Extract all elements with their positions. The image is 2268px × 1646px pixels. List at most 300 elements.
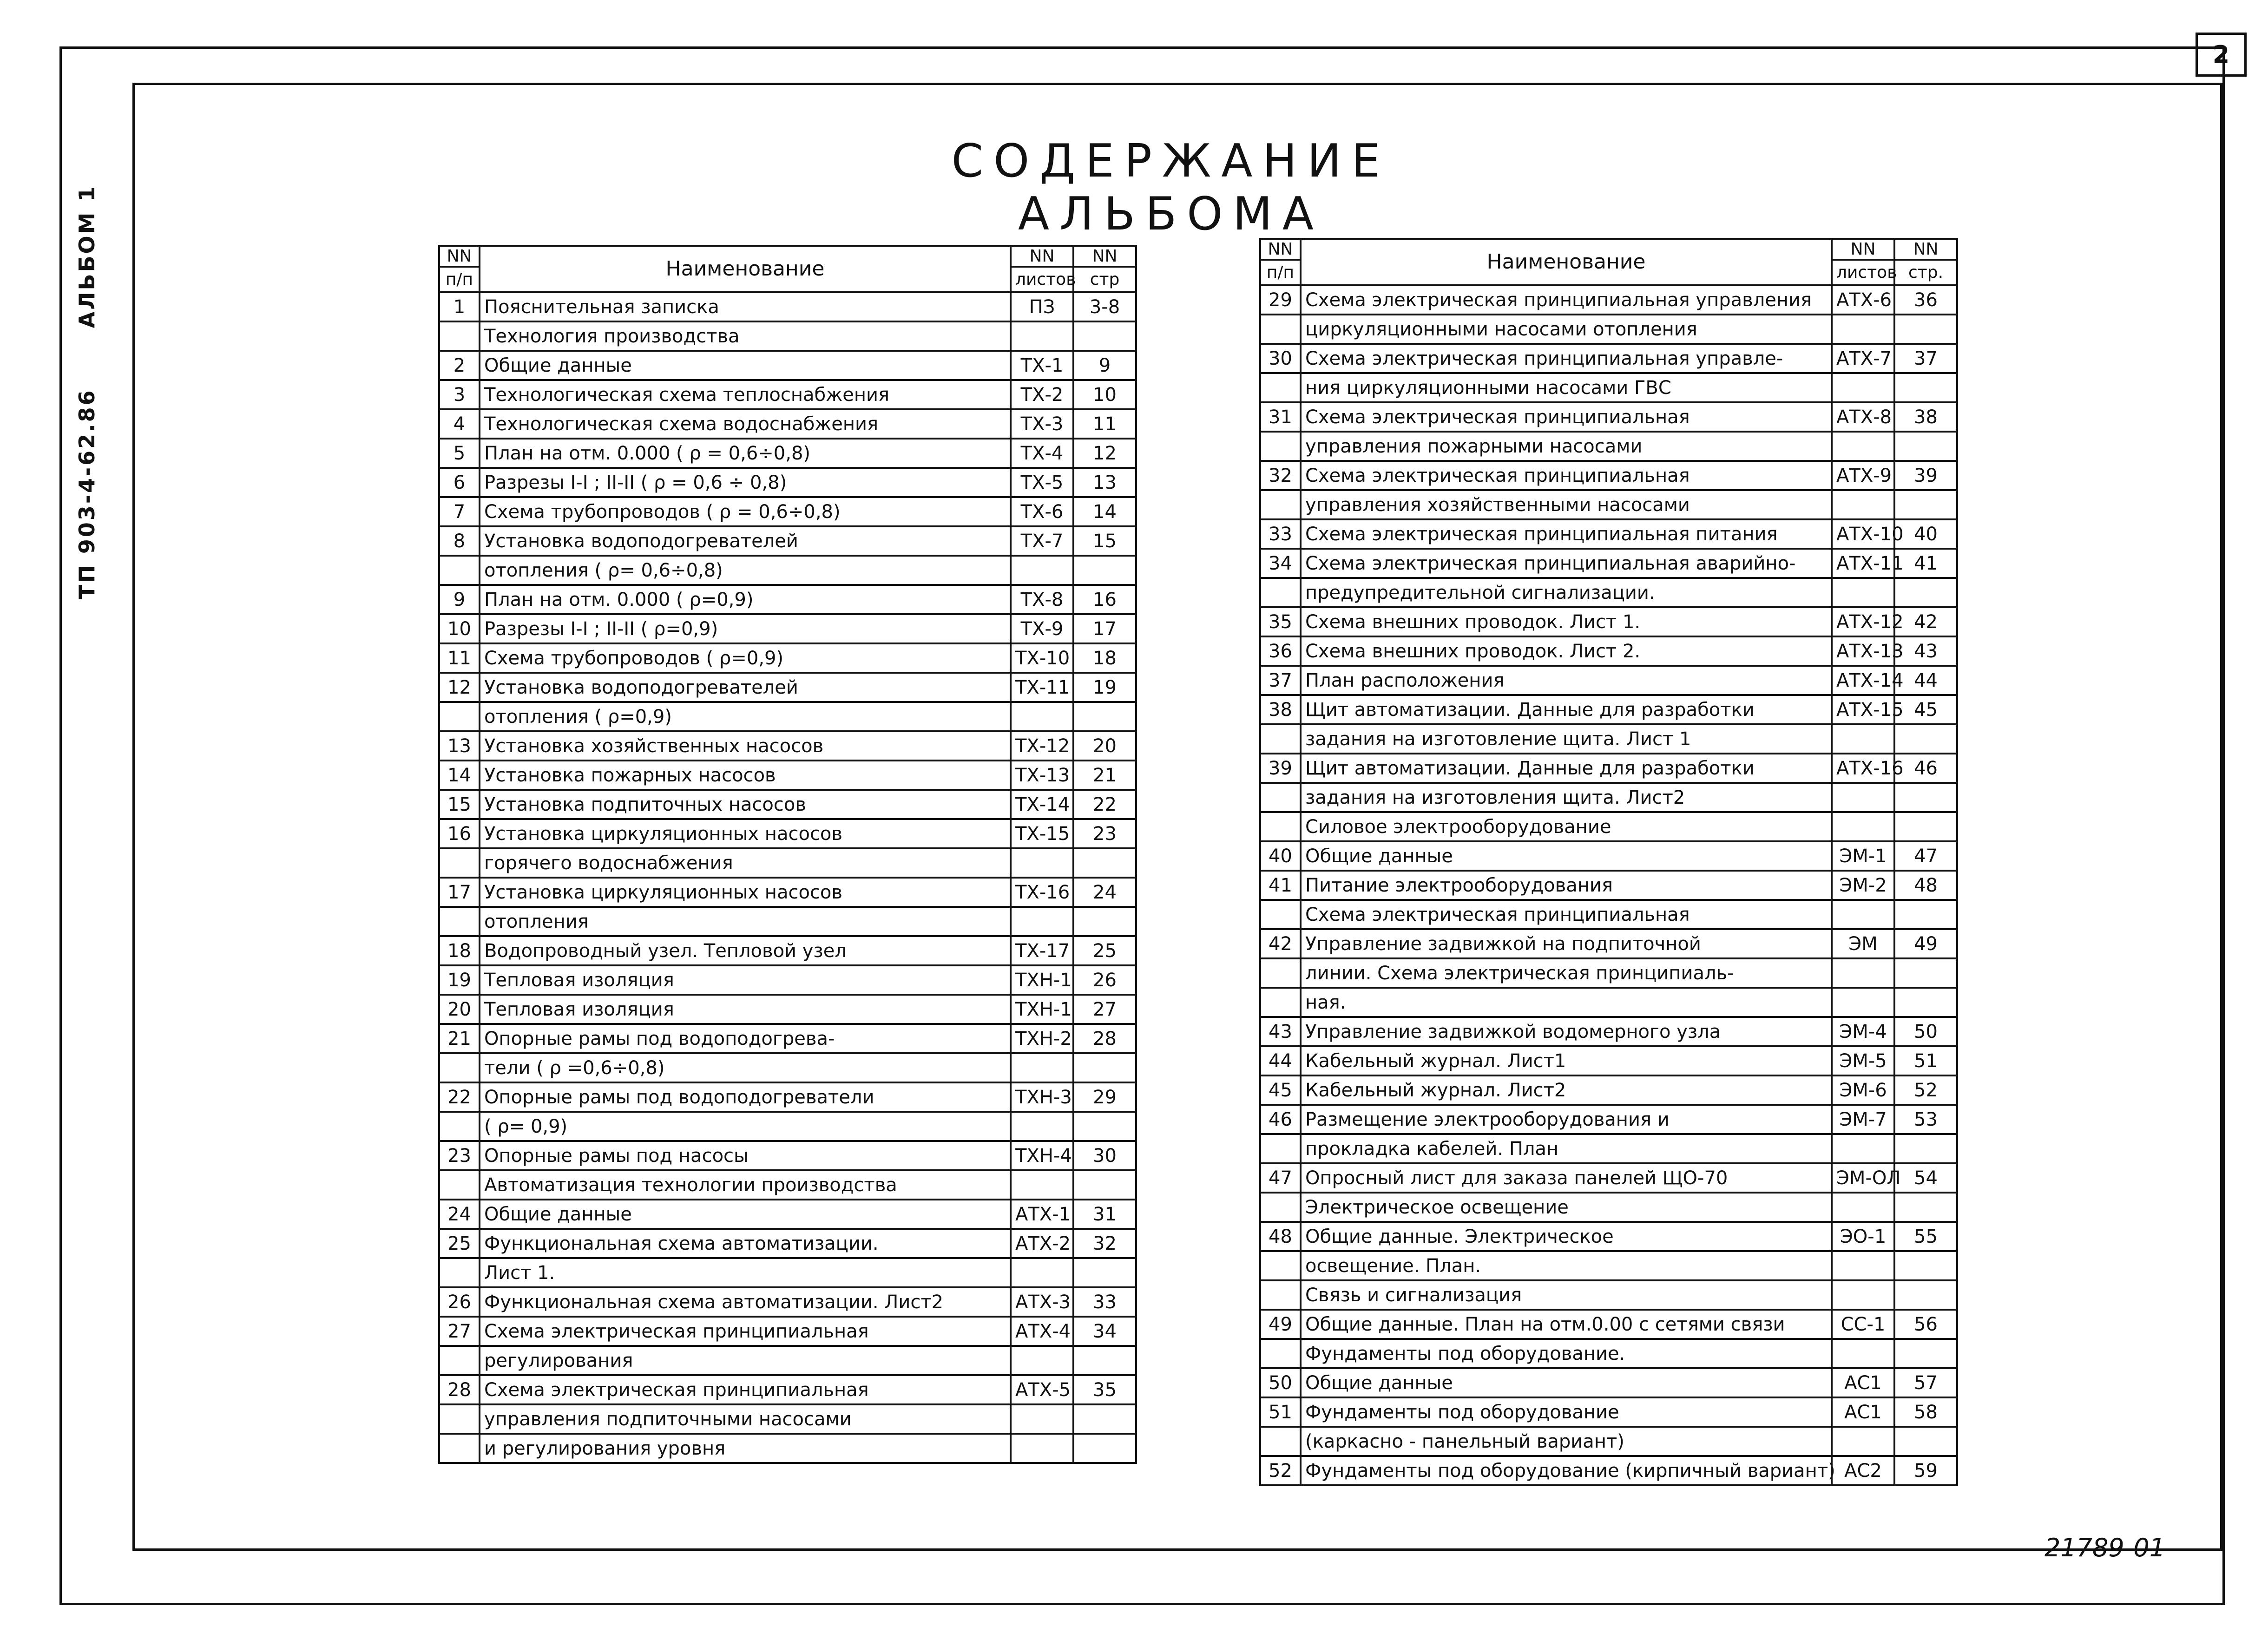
- row-number: [1260, 432, 1301, 461]
- row-number: 1: [439, 292, 480, 321]
- row-sheet-code: [1011, 1404, 1073, 1434]
- row-sheet-code: [1832, 988, 1894, 1017]
- table-row: [1260, 285, 1957, 315]
- row-number: 39: [1260, 754, 1301, 783]
- row-number: [439, 907, 480, 936]
- table-row: [1260, 871, 1957, 900]
- row-title: Функциональная схема автоматизации. Лист2: [480, 1287, 1011, 1317]
- row-page: 47: [1894, 841, 1957, 871]
- row-number: [1260, 1427, 1301, 1456]
- row-page: 14: [1073, 497, 1136, 526]
- row-page: [1073, 1053, 1136, 1082]
- row-sheet-code: ЭМ-2: [1832, 871, 1894, 900]
- row-number: 7: [439, 497, 480, 526]
- row-page: 16: [1073, 585, 1136, 614]
- table-row: [439, 526, 1136, 556]
- row-sheet-code: ЭМ: [1832, 929, 1894, 958]
- row-sheet-code: ЭМ-4: [1832, 1017, 1894, 1046]
- row-number: [439, 321, 480, 351]
- row-title: Установка водоподогревателей: [480, 526, 1011, 556]
- header-pages-sub: стр: [1073, 267, 1136, 292]
- row-page: 11: [1073, 409, 1136, 439]
- row-title: Фундаменты под оборудование.: [1301, 1339, 1832, 1368]
- row-page: 12: [1073, 439, 1136, 468]
- row-number: 50: [1260, 1368, 1301, 1397]
- row-sheet-code: ЭО-1: [1832, 1222, 1894, 1251]
- row-sheet-code: [1011, 1346, 1073, 1375]
- row-sheet-code: [1832, 1339, 1894, 1368]
- row-number: 33: [1260, 519, 1301, 549]
- row-title: Управление задвижкой водомерного узла: [1301, 1017, 1832, 1046]
- row-title: Фундаменты под оборудование: [1301, 1397, 1832, 1427]
- row-number: 51: [1260, 1397, 1301, 1427]
- row-page: 53: [1894, 1105, 1957, 1134]
- table-row: [1260, 783, 1957, 812]
- table-row: [439, 439, 1136, 468]
- table-row: [439, 643, 1136, 673]
- table-row: [1260, 724, 1957, 754]
- table-row: [1260, 1368, 1957, 1397]
- row-sheet-code: ЭМ-1: [1832, 841, 1894, 871]
- row-number: [439, 1346, 480, 1375]
- row-number: 23: [439, 1141, 480, 1170]
- header-pages-sub: стр.: [1894, 260, 1957, 285]
- row-title: Водопроводный узел. Тепловой узел: [480, 936, 1011, 965]
- header-pages: NN: [1894, 239, 1957, 260]
- row-sheet-code: АТХ-2: [1011, 1229, 1073, 1258]
- row-sheet-code: [1011, 848, 1073, 878]
- table-row: [1260, 1251, 1957, 1280]
- row-title: тели ( ρ =0,6÷0,8): [480, 1053, 1011, 1082]
- row-page: 13: [1073, 468, 1136, 497]
- row-title: Технология производства: [480, 321, 1011, 351]
- table-row: [1260, 1427, 1957, 1456]
- row-number: 32: [1260, 461, 1301, 490]
- row-title: Тепловая изоляция: [480, 965, 1011, 995]
- row-number: 30: [1260, 344, 1301, 373]
- row-sheet-code: ТХ-3: [1011, 409, 1073, 439]
- row-number: 26: [439, 1287, 480, 1317]
- row-title: Разрезы I-I ; II-II ( ρ = 0,6 ÷ 0,8): [480, 468, 1011, 497]
- table-row: [439, 321, 1136, 351]
- table-row: [1260, 1397, 1957, 1427]
- row-number: 28: [439, 1375, 480, 1404]
- row-page: 19: [1073, 673, 1136, 702]
- row-sheet-code: ТХ-1: [1011, 351, 1073, 380]
- row-number: [439, 1258, 480, 1287]
- header-num: NN: [439, 246, 480, 267]
- row-title: Схема электрическая принципиальная: [1301, 402, 1832, 432]
- row-sheet-code: [1832, 315, 1894, 344]
- table-row: [1260, 315, 1957, 344]
- row-title: Фундаменты под оборудование (кирпичный вариант): [1301, 1456, 1832, 1485]
- row-number: [439, 848, 480, 878]
- row-title: Схема трубопроводов ( ρ=0,9): [480, 643, 1011, 673]
- row-page: 55: [1894, 1222, 1957, 1251]
- row-page: [1073, 1112, 1136, 1141]
- row-number: [1260, 1193, 1301, 1222]
- row-number: 29: [1260, 285, 1301, 315]
- row-page: [1073, 907, 1136, 936]
- table-row: [1260, 1280, 1957, 1310]
- row-title: Схема внешних проводок. Лист 2.: [1301, 636, 1832, 666]
- row-page: 15: [1073, 526, 1136, 556]
- row-sheet-code: ЭМ-ОЛ: [1832, 1163, 1894, 1193]
- row-sheet-code: [1832, 432, 1894, 461]
- row-title: Установка подпиточных насосов: [480, 790, 1011, 819]
- row-title: Опорные рамы под водоподогрева-: [480, 1024, 1011, 1053]
- row-title: задания на изготовление щита. Лист 1: [1301, 724, 1832, 754]
- table-row: [439, 1375, 1136, 1404]
- row-title: Опорные рамы под водоподогреватели: [480, 1082, 1011, 1112]
- row-page: [1894, 1280, 1957, 1310]
- row-page: [1073, 556, 1136, 585]
- row-sheet-code: ТХ-8: [1011, 585, 1073, 614]
- row-title: Лист 1.: [480, 1258, 1011, 1287]
- row-number: [1260, 1251, 1301, 1280]
- row-title: Управление задвижкой на подпиточной: [1301, 929, 1832, 958]
- row-sheet-code: АС1: [1832, 1368, 1894, 1397]
- row-page: [1073, 1346, 1136, 1375]
- row-title: ( ρ= 0,9): [480, 1112, 1011, 1141]
- row-number: [1260, 812, 1301, 841]
- row-title: Схема электрическая принципиальная управления: [1301, 285, 1832, 315]
- row-page: 25: [1073, 936, 1136, 965]
- row-page: 58: [1894, 1397, 1957, 1427]
- row-page: [1894, 958, 1957, 988]
- row-page: 48: [1894, 871, 1957, 900]
- row-title: Опорные рамы под насосы: [480, 1141, 1011, 1170]
- row-sheet-code: АТХ-11: [1832, 549, 1894, 578]
- row-sheet-code: ТХН-4: [1011, 1141, 1073, 1170]
- row-number: 19: [439, 965, 480, 995]
- header-num-sub: п/п: [439, 267, 480, 292]
- row-title: задания на изготовления щита. Лист2: [1301, 783, 1832, 812]
- row-number: 12: [439, 673, 480, 702]
- row-page: 17: [1073, 614, 1136, 643]
- row-page: 26: [1073, 965, 1136, 995]
- row-number: [1260, 578, 1301, 607]
- row-page: 30: [1073, 1141, 1136, 1170]
- row-title: Общие данные: [480, 1200, 1011, 1229]
- table-row: [1260, 1339, 1957, 1368]
- row-title: Кабельный журнал. Лист2: [1301, 1075, 1832, 1105]
- row-page: [1894, 373, 1957, 402]
- row-sheet-code: АТХ-4: [1011, 1317, 1073, 1346]
- row-page: 32: [1073, 1229, 1136, 1258]
- row-title: Силовое электрооборудование: [1301, 812, 1832, 841]
- row-title: Автоматизация технологии производства: [480, 1170, 1011, 1200]
- row-page: [1894, 1193, 1957, 1222]
- header-name: Наименование: [1301, 239, 1832, 285]
- table-row: [439, 1229, 1136, 1258]
- row-title: Схема трубопроводов ( ρ = 0,6÷0,8): [480, 497, 1011, 526]
- row-number: 11: [439, 643, 480, 673]
- table-row: [1260, 841, 1957, 871]
- row-page: 22: [1073, 790, 1136, 819]
- row-page: 43: [1894, 636, 1957, 666]
- row-sheet-code: ТХ-2: [1011, 380, 1073, 409]
- row-number: 18: [439, 936, 480, 965]
- row-number: 42: [1260, 929, 1301, 958]
- row-title: Кабельный журнал. Лист1: [1301, 1046, 1832, 1075]
- table-row: [439, 1404, 1136, 1434]
- row-number: [1260, 900, 1301, 929]
- row-title: Общие данные: [480, 351, 1011, 380]
- row-page: 21: [1073, 761, 1136, 790]
- row-page: 56: [1894, 1310, 1957, 1339]
- row-number: 21: [439, 1024, 480, 1053]
- row-title: Схема электрическая принципиальная: [480, 1317, 1011, 1346]
- row-title: Установка пожарных насосов: [480, 761, 1011, 790]
- row-sheet-code: АТХ-7: [1832, 344, 1894, 373]
- row-page: [1894, 432, 1957, 461]
- row-number: 16: [439, 819, 480, 848]
- row-title: Щит автоматизации. Данные для разработки: [1301, 695, 1832, 724]
- row-title: Размещение электрооборудования и: [1301, 1105, 1832, 1134]
- row-number: 17: [439, 878, 480, 907]
- row-sheet-code: ТХ-10: [1011, 643, 1073, 673]
- row-number: [439, 1170, 480, 1200]
- row-title: Установка циркуляционных насосов: [480, 878, 1011, 907]
- row-sheet-code: ТХН-2: [1011, 1024, 1073, 1053]
- row-sheet-code: СС-1: [1832, 1310, 1894, 1339]
- row-page: 38: [1894, 402, 1957, 432]
- side-label: [74, 184, 99, 599]
- table-row: [439, 1024, 1136, 1053]
- row-number: [1260, 783, 1301, 812]
- row-page: 35: [1073, 1375, 1136, 1404]
- row-number: 44: [1260, 1046, 1301, 1075]
- row-number: 46: [1260, 1105, 1301, 1134]
- row-page: 44: [1894, 666, 1957, 695]
- table-row: [439, 468, 1136, 497]
- row-page: [1894, 1134, 1957, 1163]
- row-sheet-code: ТХН-1: [1011, 995, 1073, 1024]
- table-row: [1260, 402, 1957, 432]
- table-row: [439, 995, 1136, 1024]
- row-sheet-code: [1832, 373, 1894, 402]
- row-title: циркуляционными насосами отопления: [1301, 315, 1832, 344]
- row-number: [439, 1053, 480, 1082]
- table-row: [439, 907, 1136, 936]
- row-title: Схема внешних проводок. Лист 1.: [1301, 607, 1832, 636]
- header-sheets-sub: листов: [1011, 267, 1073, 292]
- table-row: [439, 380, 1136, 409]
- row-number: 41: [1260, 871, 1301, 900]
- project-code: ТП 903-4-62.86: [74, 388, 99, 599]
- row-title: предупредительной сигнализации.: [1301, 578, 1832, 607]
- row-number: [1260, 1339, 1301, 1368]
- row-number: 47: [1260, 1163, 1301, 1193]
- row-number: 14: [439, 761, 480, 790]
- row-number: 48: [1260, 1222, 1301, 1251]
- row-sheet-code: ТХ-5: [1011, 468, 1073, 497]
- row-title: Электрическое освещение: [1301, 1193, 1832, 1222]
- table-row: [1260, 636, 1957, 666]
- row-sheet-code: [1832, 812, 1894, 841]
- table-row: [439, 1346, 1136, 1375]
- row-title: Общие данные: [1301, 841, 1832, 871]
- header-sheets: NN: [1832, 239, 1894, 260]
- row-page: 20: [1073, 731, 1136, 761]
- row-sheet-code: ЭМ-7: [1832, 1105, 1894, 1134]
- table-row: [439, 1434, 1136, 1463]
- row-page: 45: [1894, 695, 1957, 724]
- row-number: 45: [1260, 1075, 1301, 1105]
- row-sheet-code: АТХ-3: [1011, 1287, 1073, 1317]
- row-number: [439, 1404, 480, 1434]
- row-page: 23: [1073, 819, 1136, 848]
- archive-stamp: 21789-01: [2044, 1533, 2165, 1562]
- row-sheet-code: [1832, 490, 1894, 519]
- row-sheet-code: ТХ-9: [1011, 614, 1073, 643]
- row-title: и регулирования уровня: [480, 1434, 1011, 1463]
- row-number: 34: [1260, 549, 1301, 578]
- table-row: [439, 790, 1136, 819]
- table-row: [439, 673, 1136, 702]
- row-sheet-code: АТХ-8: [1832, 402, 1894, 432]
- row-sheet-code: ТХ-7: [1011, 526, 1073, 556]
- row-sheet-code: АТХ-10: [1832, 519, 1894, 549]
- row-title: Общие данные. План на отм.0.00 с сетями связи: [1301, 1310, 1832, 1339]
- row-sheet-code: [1832, 724, 1894, 754]
- row-sheet-code: ТХН-1: [1011, 965, 1073, 995]
- row-sheet-code: [1011, 1434, 1073, 1463]
- row-number: 5: [439, 439, 480, 468]
- table-row: [1260, 900, 1957, 929]
- row-number: 6: [439, 468, 480, 497]
- table-row: [439, 556, 1136, 585]
- row-sheet-code: [1011, 556, 1073, 585]
- table-row: [1260, 666, 1957, 695]
- table-row: [439, 292, 1136, 321]
- row-title: Опросный лист для заказа панелей ЩО-70: [1301, 1163, 1832, 1193]
- row-page: 33: [1073, 1287, 1136, 1317]
- row-number: 36: [1260, 636, 1301, 666]
- row-title: Разрезы I-I ; II-II ( ρ=0,9): [480, 614, 1011, 643]
- row-sheet-code: ТХН-3: [1011, 1082, 1073, 1112]
- row-page: 9: [1073, 351, 1136, 380]
- row-sheet-code: АТХ-9: [1832, 461, 1894, 490]
- row-title: Схема электрическая принципиальная питания: [1301, 519, 1832, 549]
- table-row: [1260, 988, 1957, 1017]
- table-row: [439, 1053, 1136, 1082]
- row-sheet-code: [1011, 1053, 1073, 1082]
- table-row: [1260, 1193, 1957, 1222]
- row-title: управления подпиточными насосами: [480, 1404, 1011, 1434]
- row-page: [1073, 321, 1136, 351]
- row-number: 37: [1260, 666, 1301, 695]
- table-row: [439, 1287, 1136, 1317]
- row-title: освещение. План.: [1301, 1251, 1832, 1280]
- table-row: [439, 1112, 1136, 1141]
- row-page: 29: [1073, 1082, 1136, 1112]
- row-sheet-code: АТХ-12: [1832, 607, 1894, 636]
- table-row: [1260, 695, 1957, 724]
- row-title: Установка водоподогревателей: [480, 673, 1011, 702]
- header-name: Наименование: [480, 246, 1011, 292]
- contents-table-left: [438, 245, 1137, 1464]
- row-page: 31: [1073, 1200, 1136, 1229]
- row-title: регулирования: [480, 1346, 1011, 1375]
- row-sheet-code: ТХ-13: [1011, 761, 1073, 790]
- row-title: отопления: [480, 907, 1011, 936]
- table-row: [439, 731, 1136, 761]
- row-number: 35: [1260, 607, 1301, 636]
- row-page: 39: [1894, 461, 1957, 490]
- row-page: [1073, 1434, 1136, 1463]
- row-number: 15: [439, 790, 480, 819]
- table-row: [439, 1082, 1136, 1112]
- table-row: [1260, 1075, 1957, 1105]
- row-page: 46: [1894, 754, 1957, 783]
- table-row: [1260, 812, 1957, 841]
- row-number: [439, 1112, 480, 1141]
- row-sheet-code: [1832, 1251, 1894, 1280]
- row-title: Щит автоматизации. Данные для разработки: [1301, 754, 1832, 783]
- row-sheet-code: [1011, 1258, 1073, 1287]
- table-row: [1260, 432, 1957, 461]
- table-row: [1260, 519, 1957, 549]
- row-page: 37: [1894, 344, 1957, 373]
- row-sheet-code: АС1: [1832, 1397, 1894, 1427]
- row-page: 41: [1894, 549, 1957, 578]
- row-sheet-code: [1011, 1170, 1073, 1200]
- row-title: Установка хозяйственных насосов: [480, 731, 1011, 761]
- row-number: 10: [439, 614, 480, 643]
- row-page: [1073, 1258, 1136, 1287]
- row-page: [1894, 724, 1957, 754]
- row-sheet-code: АТХ-5: [1011, 1375, 1073, 1404]
- table-row: [439, 936, 1136, 965]
- row-title: Установка циркуляционных насосов: [480, 819, 1011, 848]
- table-row: [1260, 578, 1957, 607]
- row-sheet-code: [1011, 321, 1073, 351]
- table-row: [439, 1170, 1136, 1200]
- header-sheets: NN: [1011, 246, 1073, 267]
- row-number: [1260, 315, 1301, 344]
- row-page: 52: [1894, 1075, 1957, 1105]
- row-page: 27: [1073, 995, 1136, 1024]
- row-page: 50: [1894, 1017, 1957, 1046]
- row-sheet-code: АТХ-1: [1011, 1200, 1073, 1229]
- row-page: [1073, 1170, 1136, 1200]
- row-page: [1894, 315, 1957, 344]
- row-page: [1073, 1404, 1136, 1434]
- table-row: [1260, 929, 1957, 958]
- row-number: 49: [1260, 1310, 1301, 1339]
- row-number: 22: [439, 1082, 480, 1112]
- table-row: [1260, 1163, 1957, 1193]
- row-title: (каркасно - панельный вариант): [1301, 1427, 1832, 1456]
- table-row: [439, 702, 1136, 731]
- row-page: 57: [1894, 1368, 1957, 1397]
- row-title: ная.: [1301, 988, 1832, 1017]
- row-number: 38: [1260, 695, 1301, 724]
- row-title: Схема электрическая принципиальная управле-: [1301, 344, 1832, 373]
- row-page: 40: [1894, 519, 1957, 549]
- row-title: План на отм. 0.000 ( ρ = 0,6÷0,8): [480, 439, 1011, 468]
- row-sheet-code: ЭМ-6: [1832, 1075, 1894, 1105]
- row-number: [1260, 724, 1301, 754]
- sheet-number: 2: [2196, 33, 2247, 77]
- row-number: 31: [1260, 402, 1301, 432]
- row-sheet-code: ТХ-15: [1011, 819, 1073, 848]
- table-row: [1260, 1017, 1957, 1046]
- row-number: 40: [1260, 841, 1301, 871]
- table-row: [439, 848, 1136, 878]
